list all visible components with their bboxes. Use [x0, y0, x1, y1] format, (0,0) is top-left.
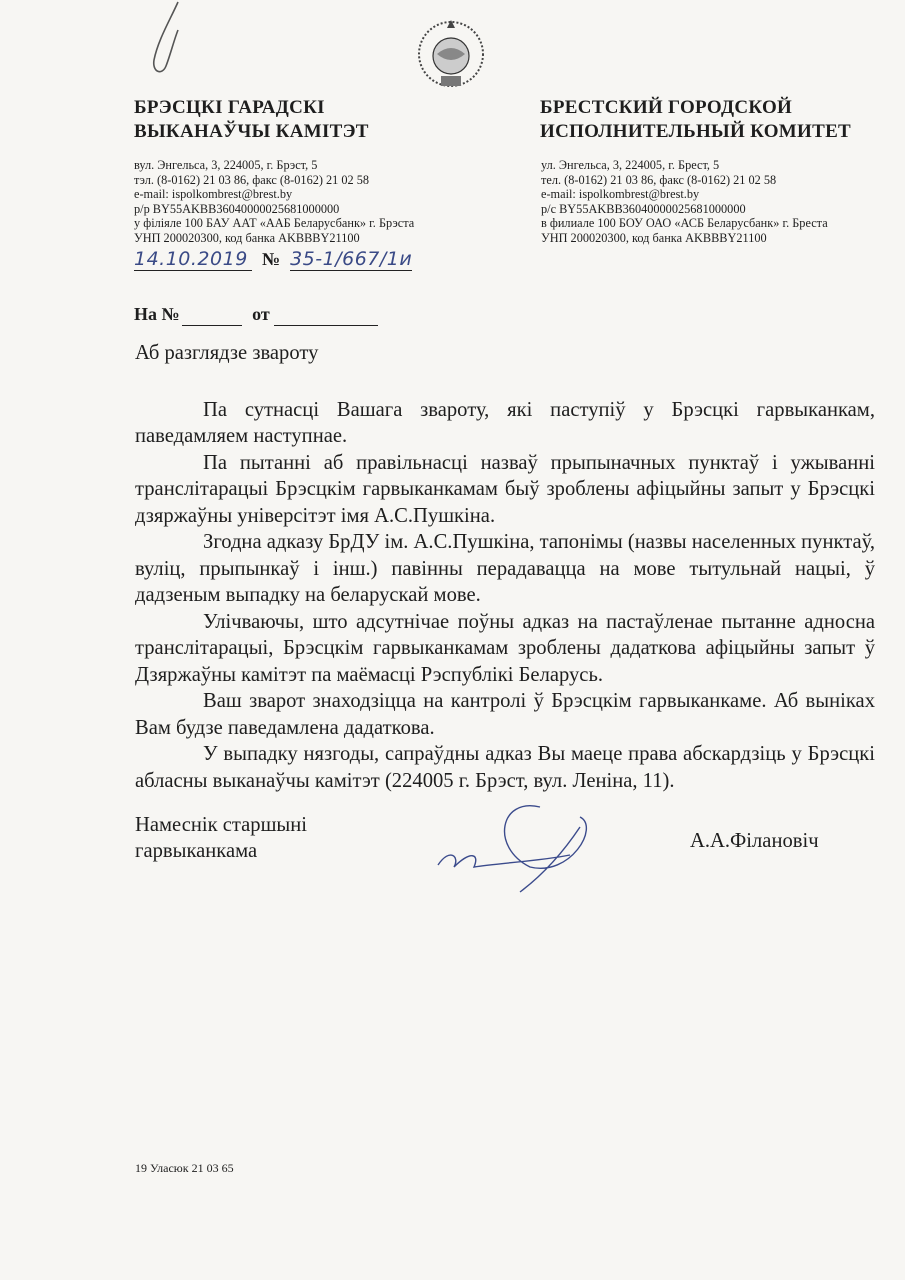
executor-note: 19 Уласюк 21 03 65	[135, 1161, 234, 1175]
tax-id: УНП 200020300, код банка AKBBBY21100	[541, 230, 767, 245]
org-line: БРЭСЦКІ ГАРАДСКІ	[134, 97, 325, 118]
from-label: от	[252, 304, 270, 324]
paragraph: Па пытанні аб правільнасці назваў прыпыначных пунктаў і ужыванні транслітарацыі Брэсцкім гарвыканкамам быў зроблены афіцыйны запыт у Брэсцкі дзяржаўны універсітэт імя А.С.Пушкіна.	[135, 451, 875, 527]
bank-account: р/р BY55AKBB36040000025681000000	[134, 201, 340, 216]
contacts-belarusian	[134, 158, 414, 246]
signatory-position	[135, 812, 307, 864]
registration-line	[134, 248, 412, 271]
position-line: гарвыканкама	[135, 840, 258, 862]
tax-id: УНП 200020300, код банка AKBBBY21100	[134, 230, 360, 245]
subject: Аб разглядзе звароту	[135, 342, 319, 364]
position-line: Намеснік старшыні	[135, 814, 308, 836]
letter-body	[135, 340, 875, 882]
org-line: ИСПОЛНИТЕЛЬНЫЙ КОМИТЕТ	[540, 121, 852, 142]
contacts-russian	[541, 158, 828, 246]
reply-date-blank	[274, 304, 378, 326]
state-emblem-icon	[415, 14, 487, 94]
handwritten-signature	[430, 787, 620, 897]
number-label: №	[262, 249, 281, 269]
signatory-name: А.А.Філановіч	[690, 830, 819, 852]
paragraph: Па сутнасці Вашага звароту, які паступіў у Брэсцкі гарвыканкам, паведамляем наступнае.	[135, 398, 875, 447]
letter-number: 35-1/667/1и	[290, 248, 413, 270]
phone: тэл. (8-0162) 21 03 86, факс (8-0162) 21 02 58	[134, 172, 370, 187]
paragraph: Згодна адказу БрДУ ім. А.С.Пушкіна, тапонімы (назвы населенных пунктаў, вуліц, прыпынкаў і інш.) павінны перадавацца на мове тытульнай нацыі, ў дадзеным выпадку на беларускай мове.	[135, 531, 876, 606]
signature-block	[135, 812, 875, 882]
org-name-russian	[540, 96, 851, 144]
org-name-belarusian	[134, 96, 369, 144]
paragraph: У выпадку нязгоды, сапраўдны адказ Вы маеце права абскардзіць у Брэсцкі абласны выканаўчы камітэт (224005 г. Брэст, вул. Леніна, 11).	[135, 743, 875, 792]
bank-account: р/с BY55AKBB36040000025681000000	[541, 201, 746, 216]
bank-branch: в филиале 100 БОУ ОАО «АСБ Беларусбанк» г. Бреста	[541, 216, 828, 231]
paragraph: Улічваючы, што адсутнічае поўны адказ на пастаўленае пытанне адносна транслітарацыі, Брэсцкім гарвыканкамам зроблены дадаткова афіцыйны запыт ў Дзяржаўны камітэт па маёмасці Рэспублікі Беларусь.	[135, 610, 875, 686]
paragraph: Ваш зварот знаходзіцца на кантролі ў Брэсцкім гарвыканкаме. Аб выніках Вам будзе паведамлена дадаткова.	[135, 690, 875, 739]
phone: тел. (8-0162) 21 03 86, факс (8-0162) 21 02 58	[541, 172, 777, 187]
email: e-mail: ispolkombrest@brest.by	[541, 187, 700, 202]
email: e-mail: ispolkombrest@brest.by	[134, 187, 293, 202]
org-line: ВЫКАНАЎЧЫ КАМІТЭТ	[134, 121, 369, 142]
org-line: БРЕСТСКИЙ ГОРОДСКОЙ	[540, 97, 793, 118]
letter-date: 14.10.2019	[134, 248, 252, 271]
address: ул. Энгельса, 3, 224005, г. Брест, 5	[541, 158, 720, 172]
reply-reference	[134, 304, 378, 326]
reply-label: На №	[134, 304, 180, 324]
reply-number-blank	[182, 304, 242, 326]
bank-branch: у філіяле 100 БАУ ААТ «ААБ Беларусбанк» г. Брэста	[134, 216, 415, 231]
address: вул. Энгельса, 3, 224005, г. Брэст, 5	[134, 158, 318, 172]
paperclip-mark-icon	[140, 0, 190, 80]
